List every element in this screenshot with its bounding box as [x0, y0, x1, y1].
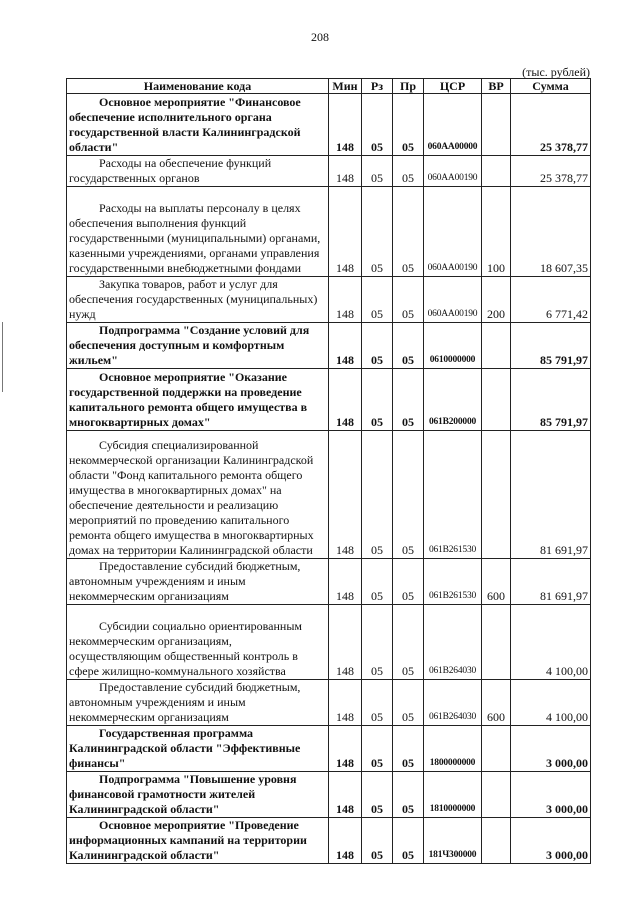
row-min-cell: 148 [329, 680, 362, 726]
row-csr-cell: 1800000000 [424, 726, 482, 772]
row-vr-cell [482, 772, 511, 818]
table-row [67, 559, 591, 605]
row-vr-cell [482, 818, 511, 864]
row-sum-cell: 3 000,00 [511, 818, 591, 864]
row-csr-cell: 181Ч300000 [424, 818, 482, 864]
row-min-cell: 148 [329, 94, 362, 156]
row-name-text: Расходы на обеспечение функций государственных органов [69, 156, 272, 185]
row-name-cell [67, 559, 329, 605]
row-pr-cell: 05 [393, 680, 424, 726]
row-pr-cell: 05 [393, 818, 424, 864]
table-row [67, 187, 591, 277]
row-name-text: Подпрограмма "Создание условий для обеспечения доступным и комфортным жильем" [69, 323, 310, 367]
row-csr-cell: 061В200000 [424, 369, 482, 431]
table-row [67, 772, 591, 818]
row-pr-cell: 05 [393, 605, 424, 680]
row-csr-cell: 060АА00000 [424, 94, 482, 156]
units-label: (тыс. рублей) [522, 65, 590, 79]
row-pr-cell: 05 [393, 94, 424, 156]
row-rz-cell: 05 [362, 94, 393, 156]
row-rz-cell: 05 [362, 559, 393, 605]
row-csr-cell: 0610000000 [424, 323, 482, 369]
header-name: Наименование кода [67, 79, 329, 94]
row-sum-cell: 25 378,77 [511, 156, 591, 187]
row-name-text: Закупка товаров, работ и услуг для обеспечения государственных (муниципальных) нужд [69, 277, 318, 321]
row-pr-cell: 05 [393, 431, 424, 559]
row-rz-cell: 05 [362, 323, 393, 369]
row-name-cell [67, 818, 329, 864]
row-name-text: Подпрограмма "Повышение уровня финансовой грамотности жителей Калининградской области" [69, 772, 297, 816]
row-pr-cell: 05 [393, 323, 424, 369]
row-rz-cell: 05 [362, 605, 393, 680]
row-vr-cell [482, 156, 511, 187]
table-row [67, 277, 591, 323]
row-csr-cell: 061В264030 [424, 605, 482, 680]
table-row [67, 680, 591, 726]
row-pr-cell: 05 [393, 277, 424, 323]
row-csr-cell: 060АА00190 [424, 156, 482, 187]
row-sum-cell: 4 100,00 [511, 680, 591, 726]
row-vr-cell [482, 605, 511, 680]
row-name-cell [67, 94, 329, 156]
row-sum-cell: 81 691,97 [511, 559, 591, 605]
row-vr-cell: 200 [482, 277, 511, 323]
row-name-cell [67, 605, 329, 680]
row-csr-cell: 061В264030 [424, 680, 482, 726]
row-min-cell: 148 [329, 559, 362, 605]
row-min-cell: 148 [329, 726, 362, 772]
row-sum-cell: 85 791,97 [511, 369, 591, 431]
header-min: Мин [329, 79, 362, 94]
row-name-cell [67, 187, 329, 277]
row-rz-cell: 05 [362, 431, 393, 559]
row-rz-cell: 05 [362, 680, 393, 726]
row-rz-cell: 05 [362, 156, 393, 187]
row-sum-cell: 18 607,35 [511, 187, 591, 277]
table-row [67, 94, 591, 156]
table-row [67, 605, 591, 680]
row-name-text: Предоставление субсидий бюджетным, автономным учреждениям и иным некоммерческим организациям [69, 559, 301, 603]
row-pr-cell: 05 [393, 369, 424, 431]
table-row [67, 726, 591, 772]
row-name-cell [67, 726, 329, 772]
row-sum-cell: 25 378,77 [511, 94, 591, 156]
row-min-cell: 148 [329, 187, 362, 277]
header-csr: ЦСР [424, 79, 482, 94]
row-sum-cell: 81 691,97 [511, 431, 591, 559]
table-row [67, 431, 591, 559]
row-name-cell [67, 323, 329, 369]
margin-mark [2, 322, 3, 392]
row-name-cell [67, 431, 329, 559]
row-vr-cell [482, 431, 511, 559]
row-rz-cell: 05 [362, 369, 393, 431]
table-row [67, 323, 591, 369]
row-name-text: Расходы на выплаты персоналу в целях обеспечения выполнения функций государственными (муниципальными) органами, казенными учреждениями, органами управления государственными внебюджетными фондами [69, 201, 321, 275]
row-pr-cell: 05 [393, 187, 424, 277]
row-csr-cell: 060АА00190 [424, 187, 482, 277]
table-row [67, 818, 591, 864]
row-name-text: Предоставление субсидий бюджетным, автономным учреждениям и иным некоммерческим организациям [69, 680, 301, 724]
row-csr-cell: 1810000000 [424, 772, 482, 818]
row-rz-cell: 05 [362, 187, 393, 277]
row-pr-cell: 05 [393, 156, 424, 187]
row-vr-cell: 600 [482, 680, 511, 726]
row-vr-cell [482, 726, 511, 772]
budget-table [66, 78, 591, 864]
row-min-cell: 148 [329, 605, 362, 680]
row-rz-cell: 05 [362, 277, 393, 323]
row-sum-cell: 3 000,00 [511, 772, 591, 818]
row-rz-cell: 05 [362, 726, 393, 772]
row-name-text: Государственная программа Калининградской области "Эффективные финансы" [69, 726, 301, 770]
row-sum-cell: 6 771,42 [511, 277, 591, 323]
row-rz-cell: 05 [362, 818, 393, 864]
row-vr-cell [482, 323, 511, 369]
table-header-row [67, 79, 591, 94]
row-min-cell: 148 [329, 277, 362, 323]
header-sum: Сумма [511, 79, 591, 94]
table-row [67, 156, 591, 187]
row-name-text: Основное мероприятие "Финансовое обеспечение исполнительного органа государственной власти Калининградской области" [69, 95, 301, 154]
row-pr-cell: 05 [393, 559, 424, 605]
row-min-cell: 148 [329, 772, 362, 818]
row-pr-cell: 05 [393, 772, 424, 818]
row-name-text: Субсидия специализированной некоммерческой организации Калининградской области "Фонд капитального ремонта общего имущества в многоквартирных домах" на обеспечение деятельности и реализацию мероприятий по проведению капитального ремонта общего имущества в многоквартирных домах на территории Калининградской области [69, 438, 314, 557]
header-vr: ВР [482, 79, 511, 94]
row-pr-cell: 05 [393, 726, 424, 772]
row-min-cell: 148 [329, 323, 362, 369]
row-rz-cell: 05 [362, 772, 393, 818]
row-vr-cell: 600 [482, 559, 511, 605]
row-name-cell [67, 156, 329, 187]
row-name-cell [67, 277, 329, 323]
table-row [67, 369, 591, 431]
row-csr-cell: 060АА00190 [424, 277, 482, 323]
row-csr-cell: 061В261530 [424, 431, 482, 559]
row-name-text: Субсидии социально ориентированным некоммерческим организациям, осуществляющим общественный контроль в сфере жилищно-коммунального хозяйства [69, 619, 303, 678]
row-csr-cell: 061В261530 [424, 559, 482, 605]
row-name-cell [67, 772, 329, 818]
table-body [67, 94, 591, 864]
row-vr-cell [482, 369, 511, 431]
row-name-text: Основное мероприятие "Проведение информационных кампаний на территории Калининградской области" [69, 818, 307, 862]
row-vr-cell: 100 [482, 187, 511, 277]
row-vr-cell [482, 94, 511, 156]
row-sum-cell: 4 100,00 [511, 605, 591, 680]
row-sum-cell: 85 791,97 [511, 323, 591, 369]
page-number: 208 [311, 30, 329, 44]
row-min-cell: 148 [329, 818, 362, 864]
row-min-cell: 148 [329, 369, 362, 431]
row-sum-cell: 3 000,00 [511, 726, 591, 772]
row-min-cell: 148 [329, 431, 362, 559]
row-name-text: Основное мероприятие "Оказание государственной поддержки на проведение капитального ремонта общего имущества в многоквартирных домах" [69, 370, 308, 429]
row-name-cell [67, 680, 329, 726]
row-name-cell [67, 369, 329, 431]
header-rz: Рз [362, 79, 393, 94]
header-pr: Пр [393, 79, 424, 94]
row-min-cell: 148 [329, 156, 362, 187]
